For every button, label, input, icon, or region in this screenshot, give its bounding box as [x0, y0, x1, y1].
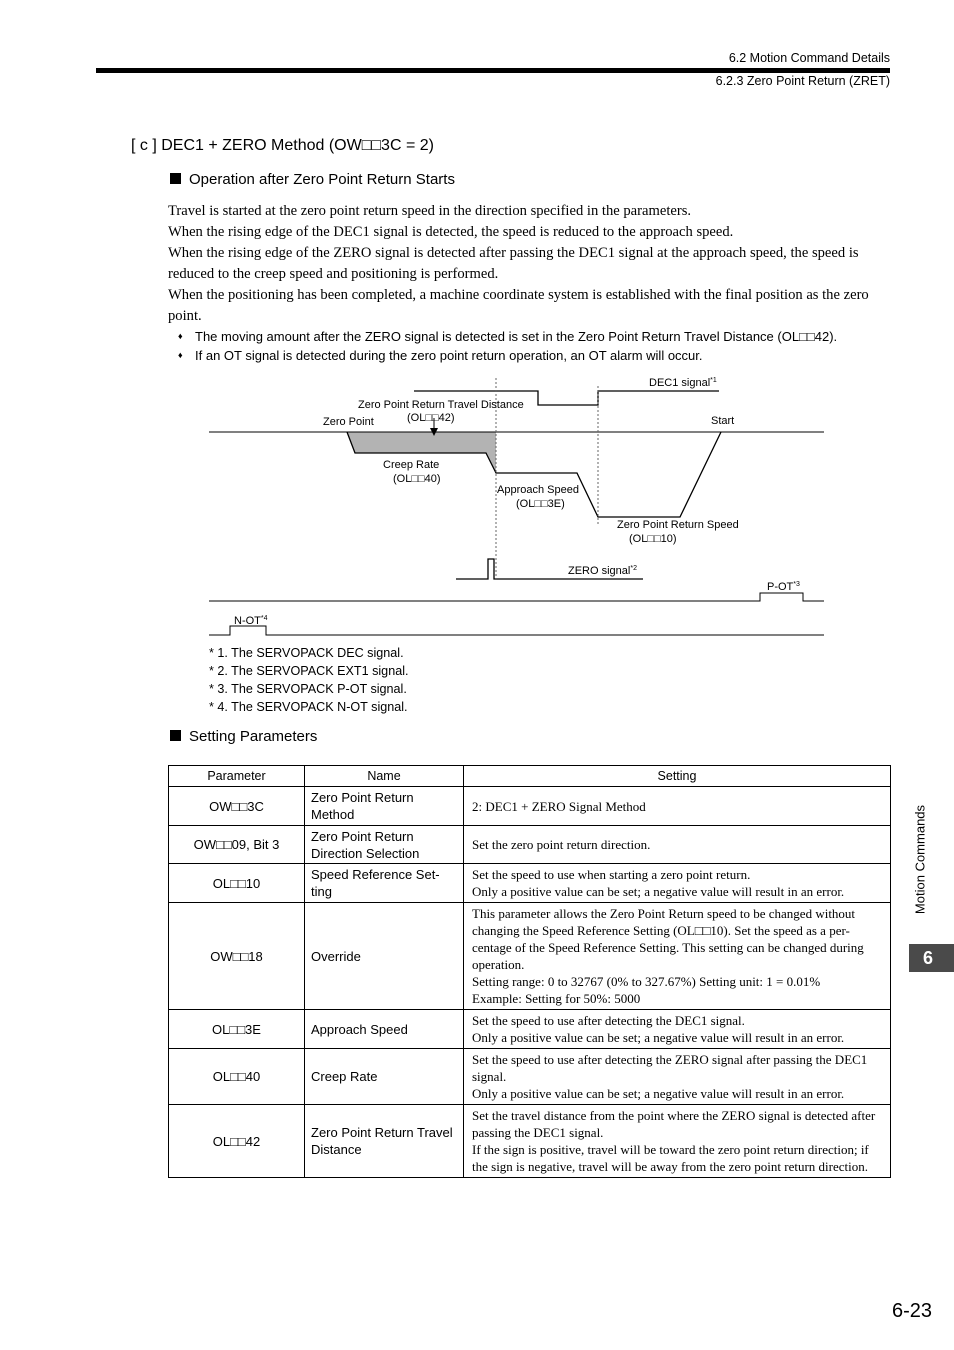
setting-cell	[464, 826, 891, 864]
setting-line: Setting range: 0 to 32767 (0% to 327.67%) Setting unit: 1 = 0.01%	[472, 974, 821, 989]
header-rule	[96, 68, 890, 73]
name-cell: Creep Rate	[305, 1049, 464, 1105]
bullet-list	[178, 327, 890, 365]
chapter-number-tab: 6	[909, 944, 954, 972]
square-bullet-icon	[170, 173, 181, 184]
table-row	[169, 864, 891, 903]
name-cell: Speed Reference Set-ting	[305, 864, 464, 903]
name-cell: Zero Point Return Travel Distance	[305, 1105, 464, 1178]
zero-signal-label: ZERO signal$^{*2}$	[568, 565, 637, 577]
footnote: * 1. The SERVOPACK DEC signal.	[209, 646, 404, 660]
paragraph: When the positioning has been completed, a machine coordinate system is established with the final position as the zero point.	[168, 287, 869, 324]
setting-cell	[464, 903, 891, 1010]
paragraph: Travel is started at the zero point return speed in the direction specified in the parameters.	[168, 203, 692, 219]
header-setting: Setting	[464, 766, 891, 787]
table-row	[169, 826, 891, 864]
param-cell: OL□□42	[169, 1105, 305, 1178]
setting-cell	[464, 1049, 891, 1105]
param-cell: OW□□09, Bit 3	[169, 826, 305, 864]
setting-line: Set the speed to use after detecting the DEC1 signal.	[472, 1013, 745, 1028]
footnote: * 3. The SERVOPACK P-OT signal.	[209, 682, 407, 696]
setting-cell	[464, 1010, 891, 1049]
setting-line: Only a positive value can be set; a negative value will result in an error.	[472, 1030, 845, 1045]
table-row	[169, 1049, 891, 1105]
not-label: N-OT$^{*4}$	[234, 615, 268, 627]
operation-heading	[170, 171, 455, 188]
name-cell: Override	[305, 903, 464, 1010]
setting-line: 2: DEC1 + ZERO Signal Method	[472, 798, 646, 814]
bullet-item: ♦ The moving amount after the ZERO signal is detected is set in the Zero Point Return Travel Distance (OL□□42).	[178, 327, 890, 346]
param-cell: OW□□3C	[169, 787, 305, 826]
creep-rate-param: (OL□□40)	[393, 473, 441, 485]
approach-speed-param: (OL□□3E)	[516, 498, 565, 510]
parameters-table	[168, 765, 891, 1178]
header-subsection: 6.2.3 Zero Point Return (ZRET)	[715, 74, 890, 88]
name-cell: Approach Speed	[305, 1010, 464, 1049]
header-name: Name	[305, 766, 464, 787]
setting-heading	[170, 728, 317, 745]
setting-line: If the sign is positive, travel will be toward the zero point return direction; if the sign is negative, travel will be away from the zero point return direction.	[472, 1142, 869, 1174]
setting-line: Set the travel distance from the point where the ZERO signal is detected after passing the DEC1 signal.	[472, 1108, 876, 1140]
zero-point-return-diagram	[200, 370, 830, 640]
name-cell: Zero Point Return Method	[305, 787, 464, 826]
travel-distance-label: Zero Point Return Travel Distance	[358, 399, 524, 411]
dec1-signal-label: DEC1 signal$^{*1}$	[649, 377, 717, 389]
setting-line: Set the speed to use when starting a zero point return.	[472, 867, 751, 882]
bullet-item: ♦ If an OT signal is detected during the zero point return operation, an OT alarm will occur.	[178, 346, 890, 365]
start-label: Start	[711, 415, 735, 427]
setting-line: Only a positive value can be set; a negative value will result in an error.	[472, 884, 845, 899]
setting-cell	[464, 864, 891, 903]
setting-line: This parameter allows the Zero Point Return speed to be changed without changing the Speed Reference Setting (OL□□10). Set the speed as a per-centage of the Speed Reference Setting. This setting can be changed during operation.	[472, 906, 864, 972]
operation-title: Operation after Zero Point Return Starts	[189, 171, 455, 188]
header-parameter: Parameter	[169, 766, 305, 787]
paragraph: When the rising edge of the DEC1 signal is detected, the speed is reduced to the approach speed.	[168, 224, 734, 240]
table-row	[169, 1010, 891, 1049]
table-row	[169, 787, 891, 826]
table-row	[169, 903, 891, 1010]
operation-description	[168, 201, 890, 327]
footnote: * 2. The SERVOPACK EXT1 signal.	[209, 664, 409, 678]
name-cell: Zero Point Return Direction Selection	[305, 826, 464, 864]
approach-speed-label: Approach Speed	[497, 484, 579, 496]
footnotes	[209, 644, 409, 716]
pot-signal-waveform	[209, 593, 824, 601]
setting-line: Set the zero point return direction.	[472, 837, 651, 852]
footnote: * 4. The SERVOPACK N-OT signal.	[209, 700, 408, 714]
not-signal-waveform	[209, 626, 824, 635]
setting-line: Only a positive value can be set; a negative value will result in an error.	[472, 1086, 845, 1101]
param-cell: OL□□3E	[169, 1010, 305, 1049]
setting-line: Set the speed to use after detecting the ZERO signal after passing the DEC1 signal.	[472, 1052, 868, 1084]
setting-title: Setting Parameters	[189, 728, 318, 745]
zero-point-label: Zero Point	[323, 416, 374, 428]
side-tab-label: Motion Commands	[912, 804, 928, 915]
param-cell: OW□□18	[169, 903, 305, 1010]
pot-label: P-OT$^{*3}$	[767, 581, 800, 593]
setting-line: Example: Setting for 50%: 5000	[472, 991, 641, 1006]
creep-rate-label: Creep Rate	[383, 459, 440, 471]
section-title: [ c ] DEC1 + ZERO Method (OW□□3C = 2)	[131, 137, 434, 154]
param-cell: OL□□40	[169, 1049, 305, 1105]
page-number: 6-23	[891, 1300, 932, 1322]
square-bullet-icon	[170, 730, 181, 741]
setting-cell	[464, 1105, 891, 1178]
travel-distance-param: (OL□□42)	[407, 412, 455, 424]
setting-cell	[464, 787, 891, 826]
table-row	[169, 1105, 891, 1178]
param-cell: OL□□10	[169, 864, 305, 903]
header-section: 6.2 Motion Command Details	[728, 51, 890, 65]
zero-return-speed-param: (OL□□10)	[629, 533, 677, 545]
table-header-row	[169, 766, 891, 787]
chapter-side-tab	[910, 800, 930, 930]
paragraph: When the rising edge of the ZERO signal is detected after passing the DEC1 signal at the approach speed, the speed is reduced to the creep speed and positioning is performed.	[168, 245, 859, 282]
zero-return-speed-label: Zero Point Return Speed	[617, 519, 739, 531]
